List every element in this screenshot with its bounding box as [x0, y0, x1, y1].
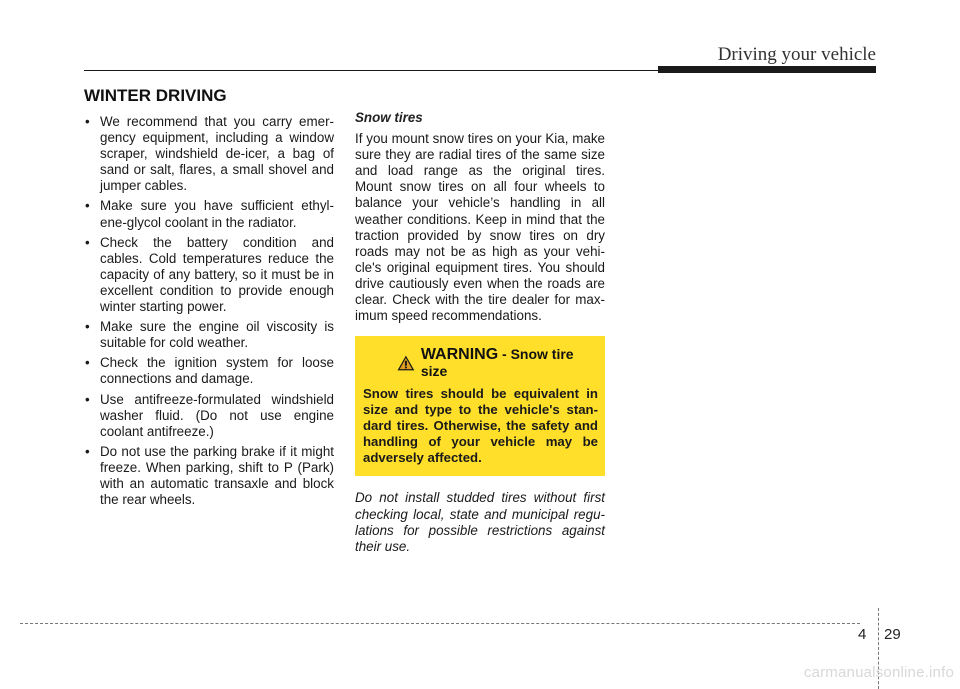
snow-tires-paragraph: If you mount snow tires on your Kia, make sure they are radial tires of the same size and load range as the original tires. Mount snow tires on all four wheels to balance your vehicle’s handling in all weather conditions. Keep in mind that the traction provided by snow tires on dry roads may not be as high as your vehi-cle's original equipment tires. You should drive cautiously even when the roads are clear. Check with the tire dealer for max-imum speed recommendations.	[355, 131, 605, 324]
bullet-item: • Do not use the parking brake if it might freeze. When parking, shift to P (Park) with an automatic transaxle and block the rear wheels.	[82, 444, 334, 508]
bullet-item: • Make sure the engine oil viscosity is suitable for cold weather.	[82, 319, 334, 351]
bullet-item: • We recommend that you carry emer-gency equipment, including a window scraper, windshield de-icer, a bag of sand or salt, flares, a small shovel and jumper cables.	[82, 114, 334, 194]
footer-dashed-line	[20, 623, 860, 624]
warning-header	[397, 346, 602, 380]
bullet-item: • Make sure you have sufficient ethyl-ene-glycol coolant in the radiator.	[82, 198, 334, 230]
warning-box	[355, 336, 605, 476]
header-rule	[84, 70, 662, 71]
studded-tires-note: Do not install studded tires without first checking local, state and municipal regu-lations for possible restrictions against their use.	[355, 490, 605, 554]
left-column	[82, 114, 334, 512]
section-title: WINTER DRIVING	[84, 86, 227, 105]
warning-word: WARNING	[420, 346, 499, 364]
header-bar	[658, 66, 876, 73]
chapter-number: 4	[858, 626, 867, 643]
watermark: carmanualsonline.info	[803, 664, 954, 681]
right-column	[355, 110, 605, 555]
bullet-item: • Check the ignition system for loose connections and damage.	[82, 355, 334, 387]
snow-tires-subtitle: Snow tires	[355, 110, 423, 125]
warning-text: Snow tires should be equivalent in size and type to the vehicle's stan-dard tires. Otherwise, the safety and handling of your vehicle may be adversely affected.	[363, 386, 598, 466]
warning-subject: - Snow tire size	[420, 346, 574, 380]
warning-triangle-icon	[397, 355, 415, 371]
bullet-item: • Check the battery condition and cables. Cold temperatures reduce the capacity of any battery, so it must be in excellent condition to provide enough winter starting power.	[82, 235, 334, 315]
header-title: Driving your vehicle	[717, 44, 876, 65]
bullet-item: • Use antifreeze-formulated windshield washer fluid. (Do not use engine coolant antifreeze.)	[82, 392, 334, 440]
page-number: 29	[884, 626, 901, 643]
bullet-list	[82, 114, 334, 508]
